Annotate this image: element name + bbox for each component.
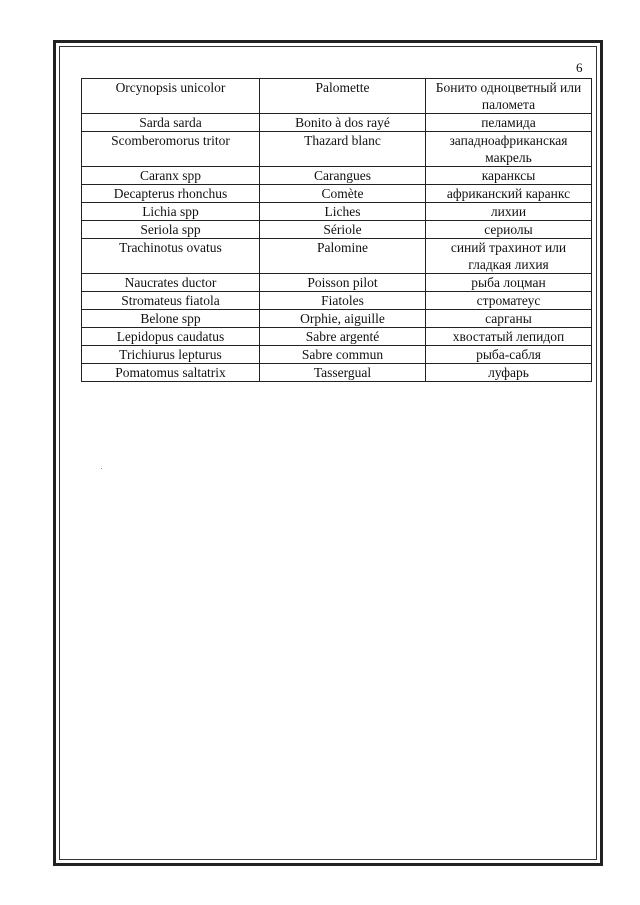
table-row (82, 292, 592, 310)
latin-name-cell: Sarda sarda (82, 114, 260, 132)
latin-name-cell: Stromateus fiatola (82, 292, 260, 310)
table-row (82, 346, 592, 364)
table-row (82, 328, 592, 346)
latin-name-cell: Caranx spp (82, 167, 260, 185)
latin-name-cell: Orcynopsis unicolor (82, 79, 260, 114)
french-name-cell: Carangues (260, 167, 426, 185)
french-name-cell: Liches (260, 203, 426, 221)
latin-name-cell: Seriola spp (82, 221, 260, 239)
latin-name-cell: Naucrates ductor (82, 274, 260, 292)
french-name-cell: Palomine (260, 239, 426, 274)
french-name-cell: Palomette (260, 79, 426, 114)
latin-name-cell: Decapterus rhonchus (82, 185, 260, 203)
french-name-cell: Sabre argenté (260, 328, 426, 346)
table-row (82, 221, 592, 239)
latin-name-cell: Trachinotus ovatus (82, 239, 260, 274)
table-row (82, 114, 592, 132)
french-name-cell: Bonito à dos rayé (260, 114, 426, 132)
scan-speck (101, 468, 102, 469)
russian-name-cell: строматеус (426, 292, 592, 310)
french-name-cell: Tassergual (260, 364, 426, 382)
russian-name-cell: Бонито одноцветный или паломета (426, 79, 592, 114)
french-name-cell: Sabre commun (260, 346, 426, 364)
table-row (82, 167, 592, 185)
latin-name-cell: Pomatomus saltatrix (82, 364, 260, 382)
table-row (82, 364, 592, 382)
russian-name-cell: рыба-сабля (426, 346, 592, 364)
russian-name-cell: сериолы (426, 221, 592, 239)
russian-name-cell: синий трахинот или гладкая лихия (426, 239, 592, 274)
species-table-body (82, 79, 592, 382)
table-row (82, 203, 592, 221)
russian-name-cell: сарганы (426, 310, 592, 328)
russian-name-cell: каранксы (426, 167, 592, 185)
russian-name-cell: пеламида (426, 114, 592, 132)
russian-name-cell: рыба лоцман (426, 274, 592, 292)
table-row (82, 185, 592, 203)
russian-name-cell: луфарь (426, 364, 592, 382)
table-row (82, 79, 592, 114)
russian-name-cell: хвостатый лепидоп (426, 328, 592, 346)
french-name-cell: Thazard blanc (260, 132, 426, 167)
russian-name-cell: западноафриканская макрель (426, 132, 592, 167)
french-name-cell: Sériole (260, 221, 426, 239)
latin-name-cell: Lichia spp (82, 203, 260, 221)
table-row (82, 274, 592, 292)
table-row (82, 310, 592, 328)
table-row (82, 239, 592, 274)
french-name-cell: Fiatoles (260, 292, 426, 310)
french-name-cell: Orphie, aiguille (260, 310, 426, 328)
species-table (81, 78, 592, 382)
french-name-cell: Poisson pilot (260, 274, 426, 292)
latin-name-cell: Scomberomorus tritor (82, 132, 260, 167)
latin-name-cell: Trichiurus lepturus (82, 346, 260, 364)
page-number: 6 (576, 60, 583, 75)
table-row (82, 132, 592, 167)
latin-name-cell: Lepidopus caudatus (82, 328, 260, 346)
russian-name-cell: лихии (426, 203, 592, 221)
russian-name-cell: африканский каранкс (426, 185, 592, 203)
french-name-cell: Comète (260, 185, 426, 203)
latin-name-cell: Belone spp (82, 310, 260, 328)
